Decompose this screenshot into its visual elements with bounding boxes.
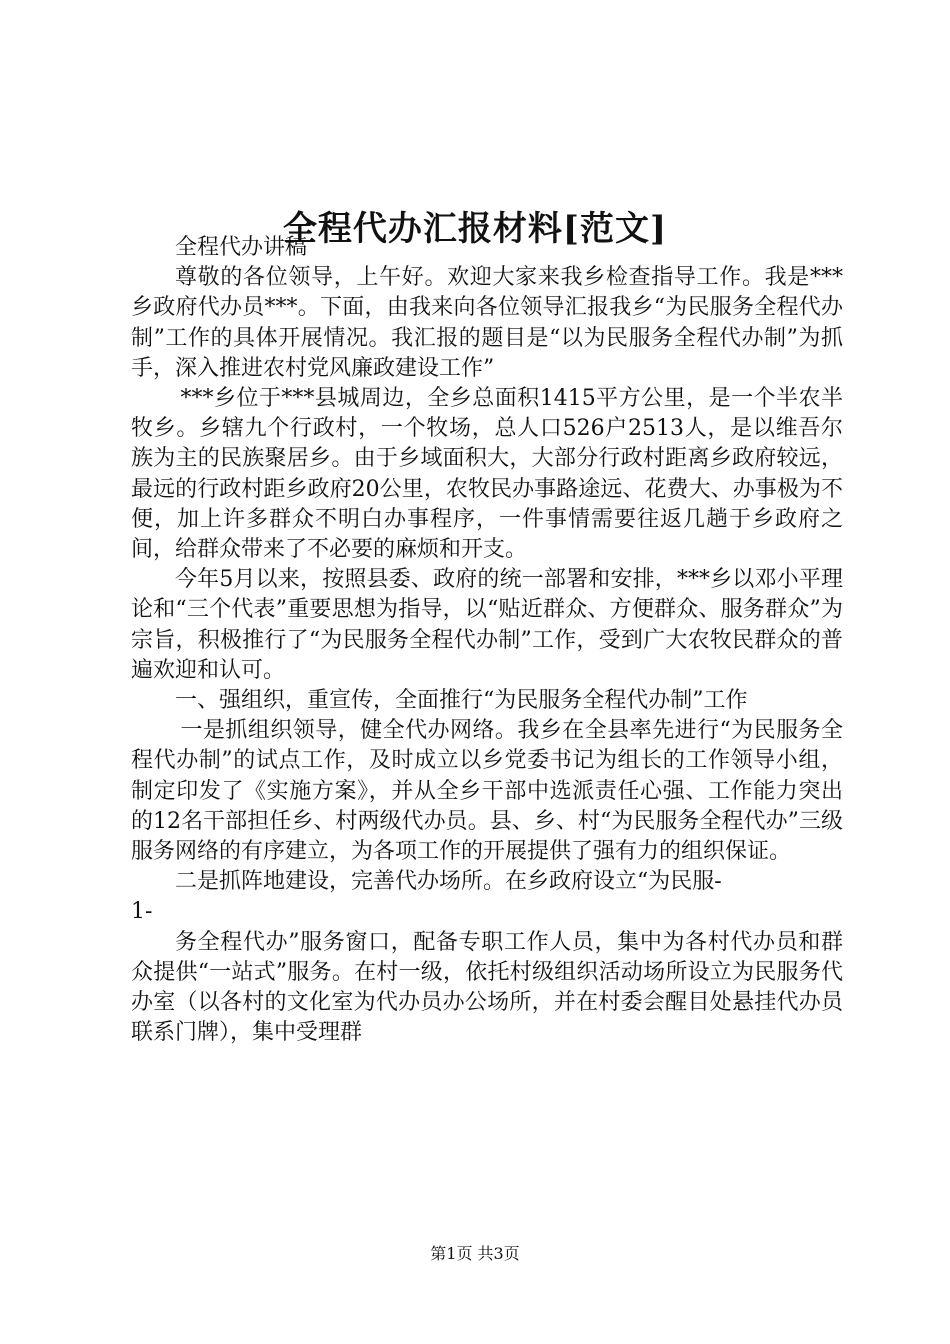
paragraph-implementation: 今年5月以来，按照县委、政府的统一部署和安排，***乡以邓小平理论和“三个代表”重要思想为指导，以“贴近群众、方便群众、服务群众”为宗旨，积极推行了“为民服务全程代办制”工作，受到广大农牧民群众的普遍欢迎和认可。 — [131, 567, 843, 683]
paragraph-greeting: 尊敬的各位领导，上午好。欢迎大家来我乡检查指导工作。我是***乡政府代办员***。下面，由我来向各位领导汇报我乡“为民服务全程代办制”工作的具体开展情况。我汇报的题目是“以为民服务全程代办制”为抓手，深入推进农村党风廉政建设工作” — [131, 265, 843, 381]
paragraph-township-overview: ***乡位于***县城周边，全乡总面积1415平方公里，是一个半农半牧乡。乡辖九个行政村，一个牧场，总人口526户2513人，是以维吾尔族为主的民族聚居乡。由于乡域面积大，大部分行政村距离乡政府较远，最远的行政村距乡政府20公里，农牧民办事路途远、花费大、办事极为不便，加上许多群众不明白办事程序，一件事情需要往返几趟于乡政府之间，给群众带来了不必要的麻烦和开支。 — [131, 386, 843, 563]
page-footer: 第1页 共3页 — [430, 1244, 520, 1263]
document-body — [131, 233, 843, 1048]
document-title: 全程代办汇报材料[范文] — [282, 208, 668, 249]
paragraph-organization: 一是抓组织领导，健全代办网络。我乡在全县率先进行“为民服务全程代办制”的试点工作，及时成立以乡党委书记为组长的工作领导小组，制定印发了《实施方案》，并从全乡干部中选派责任心强、工作能力突出的12名干部担任乡、村两级代办员。县、乡、村“为民服务全程代办”三级服务网络的有序建立，为各项工作的开展提供了强有力的组织保证。 — [131, 718, 843, 865]
section-heading-one: 一、强组织，重宣传，全面推行“为民服务全程代办制”工作 — [175, 688, 748, 714]
paragraph-venue-building: 二是抓阵地建设，完善代办场所。在乡政府设立“为民服- — [175, 869, 722, 895]
paragraph-speech-heading: 全程代办讲稿 — [175, 235, 308, 260]
paragraph-service-window: 务全程代办”服务窗口，配备专职工作人员，集中为各村代办员和群众提供“一站式”服务。在村一级，依托村级组织活动场所设立为民服务代办室（以各村的文化室为代办员办公场所，并在村委会醒目处悬挂代办员联系门牌），集中受理群 — [131, 929, 843, 1046]
page-break-marker: 1- — [131, 899, 153, 925]
